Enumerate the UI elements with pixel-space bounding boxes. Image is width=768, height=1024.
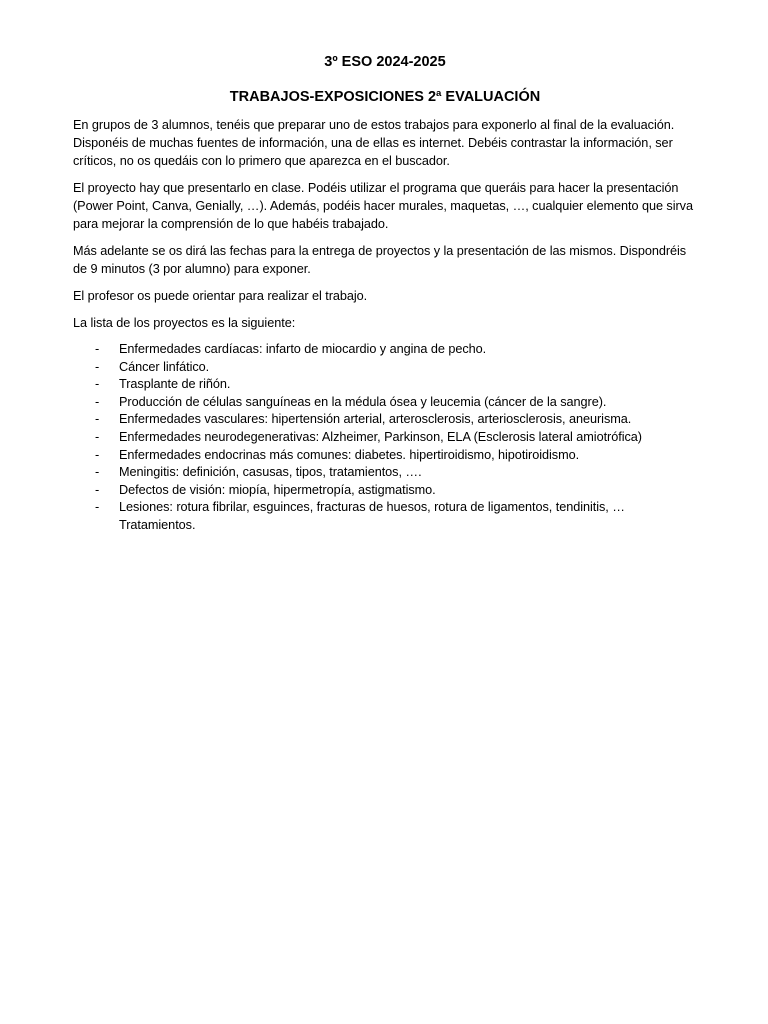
bullet-dash: - — [95, 394, 100, 409]
bullet-dash: - — [95, 359, 100, 374]
list-item-text: Enfermedades cardíacas: infarto de miocardio y angina de pecho. — [119, 342, 487, 356]
list-item-text: Enfermedades neurodegenerativas: Alzheimer, Parkinson, ELA (Esclerosis lateral amiotrófica) — [119, 429, 642, 444]
list-item — [73, 359, 697, 377]
list-item-text: Lesiones: rotura fibrilar, esguinces, fracturas de huesos, rotura de ligamentos, tendinitis, … Tratamientos. — [119, 500, 625, 532]
list-item-text: Cáncer linfático. — [119, 359, 210, 374]
projects-list — [73, 341, 697, 535]
paragraph-teacher: El profesor os puede orientar para realizar el trabajo. — [73, 289, 368, 303]
list-item — [73, 447, 697, 465]
list-item-text: Meningitis: definición, casusas, tipos, tratamientos, …. — [119, 465, 422, 480]
list-item-text: Producción de células sanguíneas en la médula ósea y leucemia (cáncer de la sangre). — [119, 394, 607, 409]
paragraph-dates: Más adelante se os dirá las fechas para la entrega de proyectos y la presentación de las mismos. Dispondréis de 9 minutos (3 por alumno) para exponer. — [73, 244, 687, 276]
list-item-text: Enfermedades endocrinas más comunes: diabetes. hipertiroidismo, hipotiroidismo. — [119, 447, 580, 462]
bullet-dash: - — [95, 377, 100, 392]
paragraph-list-intro: La lista de los proyectos es la siguiente: — [73, 316, 296, 330]
bullet-dash: - — [95, 482, 100, 497]
bullet-dash: - — [95, 465, 100, 480]
list-item-text: Trasplante de riñón. — [119, 377, 231, 392]
bullet-dash: - — [95, 447, 100, 462]
paragraph-intro: En grupos de 3 alumnos, tenéis que preparar uno de estos trabajos para exponerlo al final de la evaluación. Disponéis de muchas fuentes de información, una de ellas es internet. Debéis contrastar la información, ser críticos, no os quedáis con lo primero que aparezca en el buscador. — [73, 118, 675, 168]
document-content — [73, 52, 697, 535]
list-item — [73, 376, 697, 394]
course-header: 3º ESO 2024-2025 — [324, 54, 446, 70]
list-item — [73, 482, 697, 500]
document-title: TRABAJOS-EXPOSICIONES 2ª EVALUACIÓN — [229, 89, 541, 105]
list-item — [73, 464, 697, 482]
paragraph-presentation: El proyecto hay que presentarlo en clase. Podéis utilizar el programa que queráis para hacer la presentación (Power Point, Canva, Genially, …). Además, podéis hacer murales, maquetas, …, cualquier elemento que sirva para mejorar la comprensión de lo que habéis trabajado. — [73, 181, 693, 231]
list-item — [73, 341, 697, 359]
list-item — [73, 411, 697, 429]
bullet-dash: - — [95, 342, 100, 356]
list-item-text: Defectos de visión: miopía, hipermetropía, astigmatismo. — [119, 482, 436, 497]
list-item — [73, 429, 697, 447]
list-item — [73, 394, 697, 412]
bullet-dash: - — [95, 500, 100, 515]
list-item — [73, 499, 697, 534]
bullet-dash: - — [95, 429, 100, 444]
bullet-dash: - — [95, 412, 100, 427]
list-item-text: Enfermedades vasculares: hipertensión arterial, arterosclerosis, arteriosclerosis, aneurisma. — [119, 412, 632, 427]
